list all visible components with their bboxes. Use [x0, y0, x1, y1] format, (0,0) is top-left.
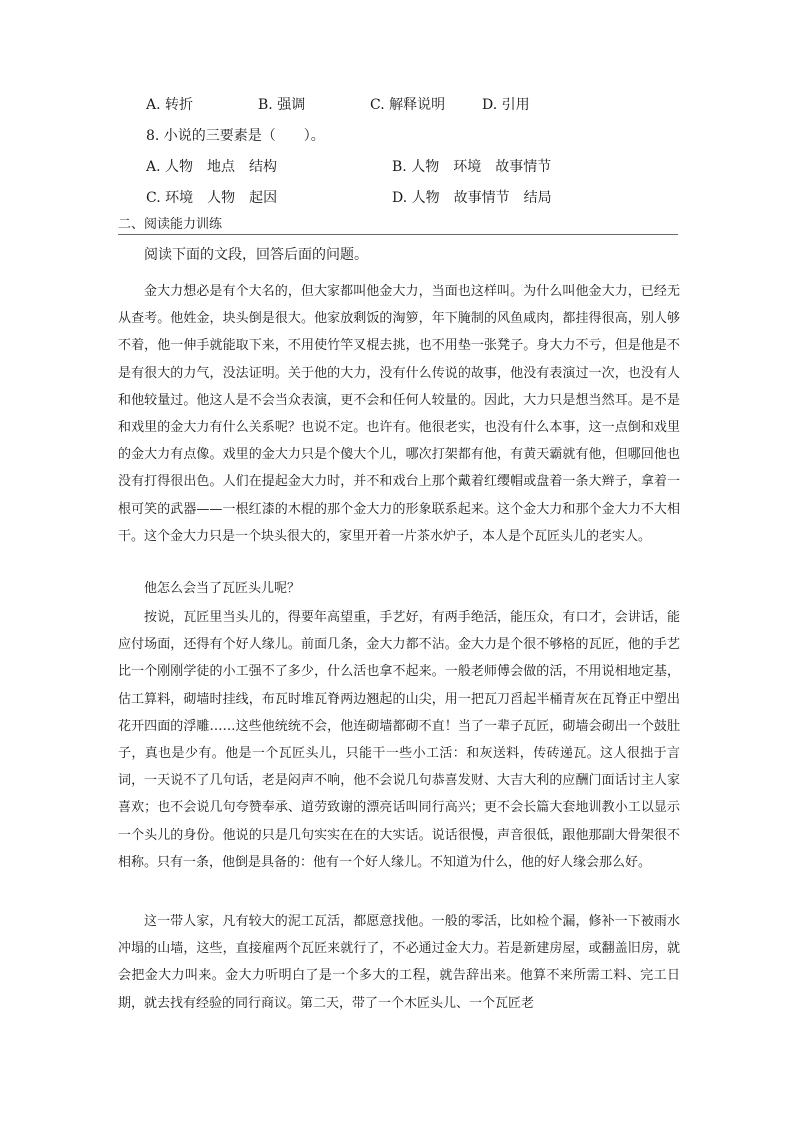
- q7-option-a[interactable]: A. 转折: [146, 97, 194, 113]
- q8-option-b[interactable]: B. 人物 环境 故事情节: [392, 159, 552, 175]
- q7-option-d[interactable]: D. 引用: [482, 97, 530, 113]
- q8-option-d[interactable]: D. 人物 故事情节 结局: [392, 190, 552, 206]
- passage-paragraph-3: 按说，瓦匠里当头儿的，得要年高望重，手艺好，有两手绝活，能压众，有口才，会讲话，能应付场面，还得有个好人缘儿。前面几条，金大力都不沾。金大力是个很不够格的瓦匠，他的手艺比一个刚刚学徒的小工强不了多少，什么活也拿不起来。一般老师傅会做的活，不用说相地定基，估工算料，砌墙时挂线，布瓦时堆瓦脊两边翘起的山尖，用一把瓦刀舀起半桶青灰在瓦脊正中塑出花开四面的浮雕……这些他统统不会，他连砌墙都砌不直！当了一辈子瓦匠，砌墙会砌出一个鼓肚子，真也是少有。他是一个瓦匠头儿，只能干一些小工活：和灰送料，传砖递瓦。这人很拙于言词，一天说不了几句话，老是闷声不响，他不会说几句恭喜发财、大吉大利的应酬门面话讨主人家喜欢；也不会说几句夸赞奉承、道劳致谢的漂亮话叫同行高兴；更不会长篇大套地训教小工以显示一个头儿的身份。他说的只是几句实实在在的大实话。说话很慢，声音很低，跟他那副大骨架很不相称。只有一条，他倒是具备的：他有一个好人缘儿。不知道为什么，他的好人缘会那么好。: [118, 610, 680, 870]
- section-divider: [118, 234, 678, 235]
- section-heading: 二、阅读能力训练: [118, 217, 223, 232]
- q8-stem: 8. 小说的三要素是（ ）。: [146, 128, 325, 144]
- passage-paragraph-1: 金大力想必是有个大名的，但大家都叫他金大力，当面也这样叫。为什么叫他金大力，已经无从查考。他姓金，块头倒是很大。他家放剩饭的淘箩，年下腌制的风鱼咸肉，都挂得很高，别人够不着，他一伸手就能取下来，不用使竹竿叉棍去挑，也不用垫一张凳子。身大力不亏，但是他是不是有很大的力气，没法证明。关于他的大力，没有什么传说的故事，他没有表演过一次，也没有人和他较量过。他这人是不会当众表演，更不会和任何人较量的。因此，大力只是想当然耳。是不是和戏里的金大力有什么关系呢？也说不定。也许有。他很老实，也没有什么本事，这一点倒和戏里的金大力有点像。戏里的金大力只是个傻大个儿，哪次打架都有他，有黄天霸就有他，但哪回他也没有打得很出色。人们在提起金大力时，并不和戏台上那个戴着红缨帽或盘着一条大辫子，拿着一根可笑的武器——一根红漆的木棍的那个金大力的形象联系起来。这个金大力和那个金大力不大相干。这个金大力只是一个块头很大的，家里开着一片茶水炉子，本人是个瓦匠头儿的老实人。: [118, 284, 680, 544]
- passage-paragraph-2: 他怎么会当了瓦匠头儿呢？: [144, 581, 301, 596]
- passage-paragraph-4: 这一带人家，凡有较大的泥工瓦活，都愿意找他。一般的零活，比如检个漏，修补一下被雨水冲塌的山墙，这些，直接雇两个瓦匠来就行了，不必通过金大力。若是新建房屋，或翻盖旧房，就会把金大力叫来。金大力听明白了是一个多大的工程，就告辞出来。他算不来所需工料、完工日期，就去找有经验的同行商议。第二天，带了一个木匠头儿、一个瓦匠老: [118, 914, 680, 1011]
- q7-option-b[interactable]: B. 强调: [258, 97, 306, 113]
- reading-instruction: 阅读下面的文段，回答后面的问题。: [144, 247, 368, 263]
- q8-option-a[interactable]: A. 人物 地点 结构: [146, 159, 278, 175]
- q8-option-c[interactable]: C. 环境 人物 起因: [146, 190, 278, 206]
- q7-option-c[interactable]: C. 解释说明: [370, 97, 446, 113]
